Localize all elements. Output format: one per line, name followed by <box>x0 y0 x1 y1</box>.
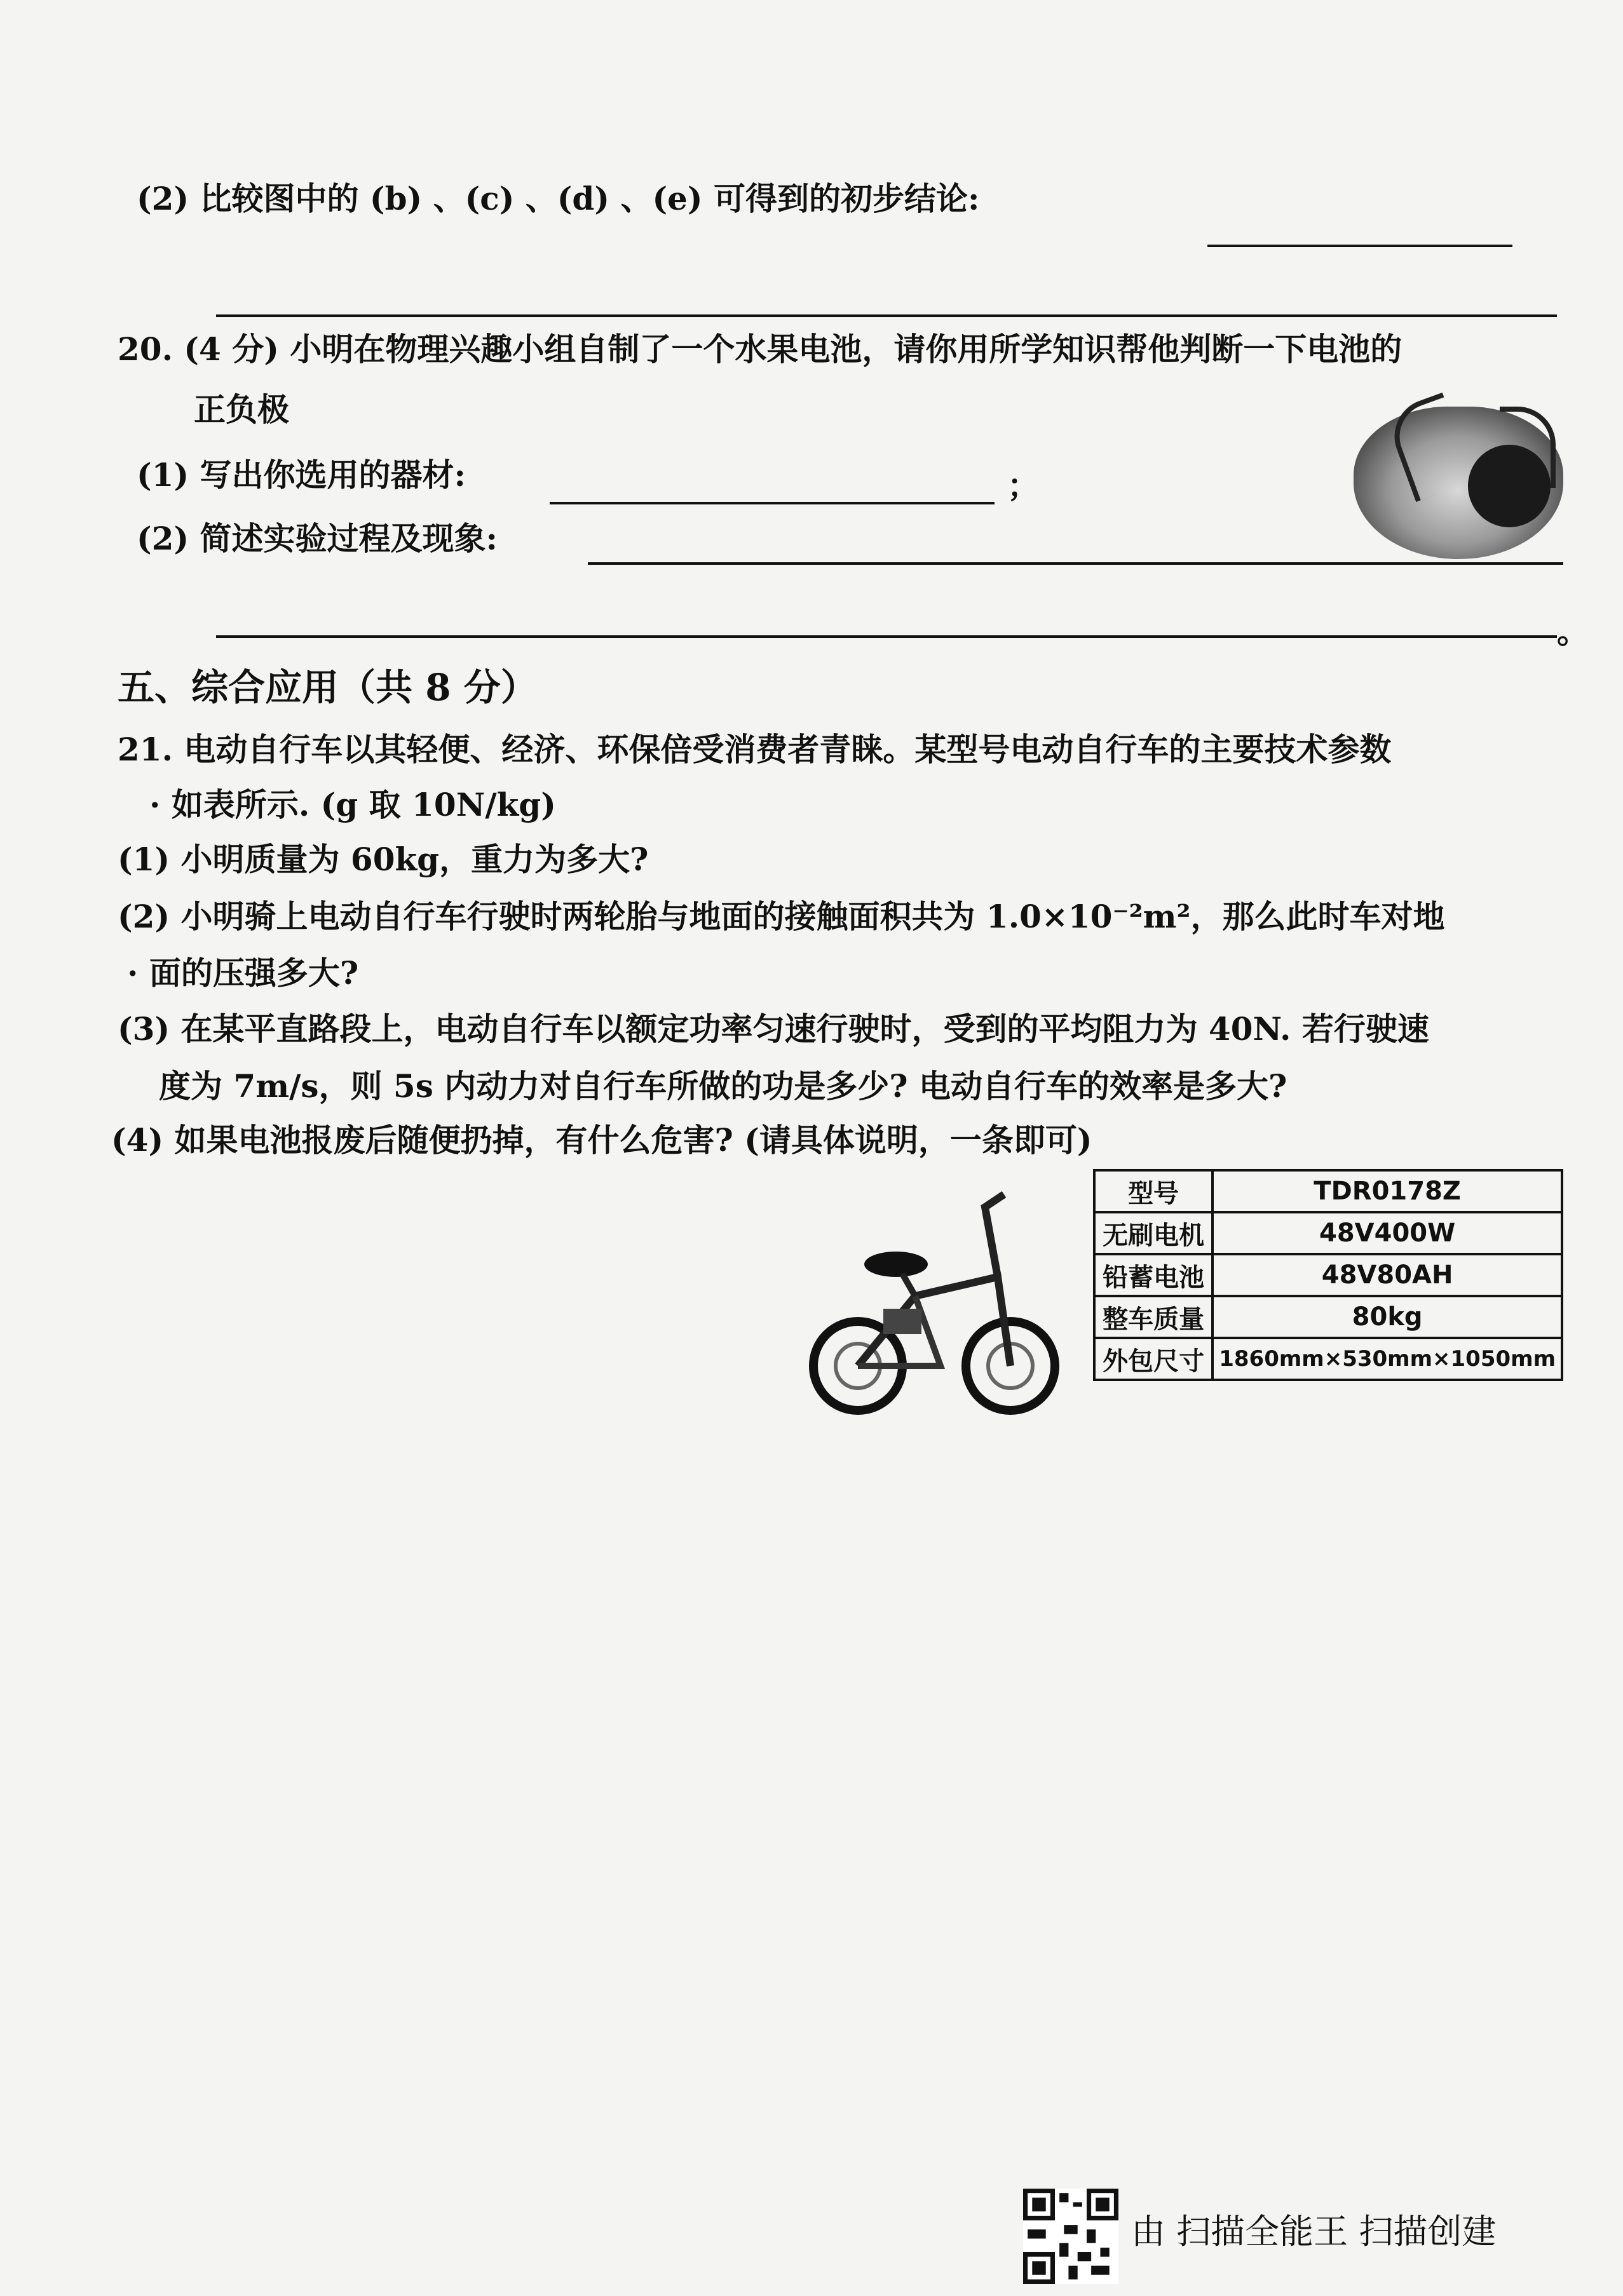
q19-part2-text: (2) 比较图中的 (b) 、(c) 、(d) 、(e) 可得到的初步结论: <box>137 180 980 217</box>
q20-part2-blank-1[interactable] <box>588 562 1563 565</box>
fruit-battery-image <box>1354 407 1563 559</box>
table-row <box>1094 1296 1562 1338</box>
table-row <box>1094 1212 1562 1254</box>
scanner-watermark-text: 由 扫描全能王 扫描创建 <box>1131 2212 1497 2252</box>
spec-table <box>1093 1169 1563 1381</box>
spec-key: 整车质量 <box>1094 1296 1212 1338</box>
q19-answer-blank-2[interactable] <box>216 314 1557 317</box>
q20-part1-end: ； <box>1007 467 1039 504</box>
spec-key: 无刷电机 <box>1094 1212 1212 1254</box>
q19-answer-blank-1[interactable] <box>1207 245 1512 247</box>
spec-value: 80kg <box>1212 1296 1562 1338</box>
q21-line1: 21. 电动自行车以其轻便、经济、环保倍受消费者青睐。某型号电动自行车的主要技术参数 <box>118 731 1392 768</box>
spec-value: 48V80AH <box>1212 1254 1562 1296</box>
q20-end-mark: 。 <box>1557 613 1589 651</box>
q20-part1-blank[interactable] <box>550 502 995 504</box>
q20-line1: 20. (4 分) 小明在物理兴趣小组自制了一个水果电池，请你用所学知识帮他判断一下电池的 <box>118 330 1402 368</box>
electric-bike-image <box>807 1182 1061 1423</box>
q20-part1-label: (1) 写出你选用的器材: <box>137 456 466 494</box>
qr-code-icon <box>1023 2189 1118 2284</box>
q21-part1: (1) 小明质量为 60kg，重力为多大? <box>118 841 649 878</box>
q21-line2: · 如表所示. (g 取 10N/kg) <box>149 786 556 823</box>
spec-value: TDR0178Z <box>1212 1170 1562 1212</box>
spec-key: 外包尺寸 <box>1094 1338 1212 1380</box>
spec-value: 48V400W <box>1212 1212 1562 1254</box>
q20-part2-label: (2) 简述实验过程及现象: <box>137 520 498 557</box>
q20-line2: 正负极 <box>194 391 289 428</box>
q21-part4: (4) 如果电池报废后随便扔掉，有什么危害? (请具体说明，一条即可) <box>111 1121 1092 1159</box>
table-row <box>1094 1254 1562 1296</box>
q20-part2-blank-2[interactable] <box>216 635 1557 638</box>
spec-key: 铅蓄电池 <box>1094 1254 1212 1296</box>
q21-part2-line1: (2) 小明骑上电动自行车行驶时两轮胎与地面的接触面积共为 1.0×10⁻²m²，那么此时车对地 <box>118 898 1445 935</box>
section5-heading: 五、综合应用（共 8 分） <box>118 666 538 709</box>
table-row <box>1094 1170 1562 1212</box>
spec-value: 1860mm×530mm×1050mm <box>1212 1338 1562 1380</box>
table-row <box>1094 1338 1562 1380</box>
q21-part3-line2: 度为 7m/s，则 5s 内动力对自行车所做的功是多少? 电动自行车的效率是多大? <box>159 1067 1287 1105</box>
spec-key: 型号 <box>1094 1170 1212 1212</box>
q21-part3-line1: (3) 在某平直路段上，电动自行车以额定功率匀速行驶时，受到的平均阻力为 40N. 若行驶速 <box>118 1010 1429 1048</box>
q21-part2-line2: · 面的压强多大? <box>127 954 359 992</box>
